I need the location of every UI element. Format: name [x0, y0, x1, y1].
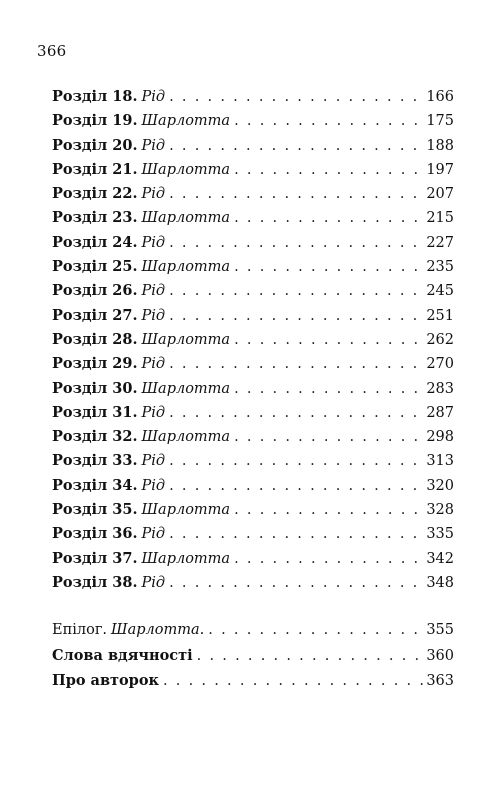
leader-dots [208, 622, 424, 638]
chapter-title: Шарлотта [141, 429, 231, 446]
toc-entry [52, 88, 454, 112]
leader-dots [169, 283, 424, 299]
leader-dots [169, 356, 424, 372]
leader-dots [234, 113, 424, 129]
toc-entry [52, 428, 454, 452]
chapter-title: Шарлотта [141, 259, 231, 276]
chapter-label: Розділ 33. [52, 452, 138, 470]
chapter-page: 335 [426, 526, 454, 543]
toc-entry [52, 404, 454, 428]
chapter-page: 188 [426, 137, 454, 154]
leader-dots [169, 405, 424, 421]
toc-entry [52, 209, 454, 233]
chapter-page: 328 [426, 502, 454, 519]
chapter-page: 166 [426, 89, 454, 105]
chapter-label: Розділ 29. [52, 355, 138, 373]
chapter-page: 245 [426, 283, 454, 300]
chapter-label: Розділ 25. [52, 258, 138, 276]
chapter-page: 283 [426, 380, 454, 397]
chapter-title: Шарлотта [141, 550, 231, 567]
chapter-page: 298 [426, 429, 454, 446]
toc-entry [52, 452, 454, 476]
chapter-label: Розділ 21. [52, 160, 138, 178]
toc-entry [52, 525, 454, 549]
chapter-label: Розділ 26. [52, 282, 138, 300]
toc-entry [52, 137, 454, 161]
chapter-label: Розділ 37. [52, 549, 138, 567]
chapter-label: Розділ 18. [52, 88, 138, 105]
toc-entry [52, 477, 454, 501]
back-matter [52, 622, 454, 697]
about-authors-label: Про авторок [52, 672, 159, 689]
leader-dots [234, 381, 424, 397]
chapter-title: Шарлотта [141, 161, 231, 178]
epilogue-title: Шарлотта. [111, 622, 205, 638]
leader-dots [234, 551, 424, 567]
chapter-label: Розділ 30. [52, 379, 138, 397]
chapter-page: 215 [426, 210, 454, 227]
epilogue-page: 355 [426, 622, 454, 638]
chapter-label: Розділ 20. [52, 136, 138, 154]
leader-dots [169, 89, 424, 105]
chapter-label: Розділ 27. [52, 306, 138, 324]
chapter-page: 197 [426, 161, 454, 178]
chapter-title: Рід [141, 453, 166, 470]
epilogue-label: Епілог. [52, 622, 108, 638]
chapter-page: 342 [426, 550, 454, 567]
chapter-page: 313 [426, 453, 454, 470]
chapter-title: Рід [141, 526, 166, 543]
leader-dots [234, 259, 424, 275]
chapter-title: Рід [141, 137, 166, 154]
chapter-page: 320 [426, 477, 454, 494]
leader-dots [197, 648, 425, 664]
chapter-title: Рід [141, 307, 166, 324]
chapter-page: 227 [426, 234, 454, 251]
toc-entry-acknowledgements [52, 647, 454, 672]
acknowledgements-label: Слова вдячності [52, 647, 193, 664]
chapter-title: Рід [141, 574, 166, 591]
chapter-title: Рід [141, 186, 166, 203]
toc-entry [52, 112, 454, 136]
chapter-title: Шарлотта [141, 331, 231, 348]
toc-entry [52, 501, 454, 525]
chapter-page: 235 [426, 259, 454, 276]
acknowledgements-page: 360 [426, 648, 454, 664]
chapter-title: Шарлотта [141, 210, 231, 227]
chapter-page: 251 [426, 307, 454, 324]
chapter-page: 287 [426, 404, 454, 421]
chapter-label: Розділ 38. [52, 573, 138, 591]
chapter-title: Рід [141, 89, 166, 105]
leader-dots [169, 308, 424, 324]
chapter-label: Розділ 35. [52, 501, 138, 519]
about-authors-page: 363 [426, 673, 454, 689]
chapter-title: Шарлотта [141, 380, 231, 397]
toc-entry [52, 380, 454, 404]
leader-dots [234, 162, 424, 178]
chapter-page: 348 [426, 574, 454, 591]
chapter-title: Рід [141, 283, 166, 300]
chapter-title: Рід [141, 234, 166, 251]
toc-entry [52, 161, 454, 185]
table-of-contents [52, 88, 454, 598]
chapter-label: Розділ 28. [52, 330, 138, 348]
leader-dots [234, 210, 424, 226]
chapter-page: 270 [426, 356, 454, 373]
toc-entry-about-authors [52, 672, 454, 697]
chapter-title: Шарлотта [141, 113, 231, 130]
leader-dots [169, 235, 424, 251]
chapter-title: Рід [141, 477, 166, 494]
leader-dots [163, 673, 424, 689]
chapter-page: 262 [426, 331, 454, 348]
chapter-title: Шарлотта [141, 502, 231, 519]
toc-entry [52, 355, 454, 379]
toc-entry [52, 307, 454, 331]
toc-entry [52, 258, 454, 282]
toc-entry [52, 574, 454, 598]
toc-entry-epilogue [52, 622, 454, 647]
chapter-label: Розділ 31. [52, 403, 138, 421]
toc-entry [52, 282, 454, 306]
toc-entry [52, 234, 454, 258]
chapter-label: Розділ 22. [52, 185, 138, 203]
leader-dots [169, 453, 424, 469]
leader-dots [234, 429, 424, 445]
chapter-title: Рід [141, 356, 166, 373]
chapter-page: 207 [426, 186, 454, 203]
leader-dots [169, 138, 424, 154]
leader-dots [234, 332, 424, 348]
chapter-label: Розділ 24. [52, 233, 138, 251]
leader-dots [169, 526, 424, 542]
toc-entry [52, 185, 454, 209]
chapter-label: Розділ 23. [52, 209, 138, 227]
page-number: 366 [37, 42, 67, 60]
chapter-label: Розділ 19. [52, 112, 138, 130]
chapter-label: Розділ 34. [52, 476, 138, 494]
leader-dots [169, 478, 424, 494]
toc-entry [52, 331, 454, 355]
leader-dots [169, 575, 424, 591]
chapter-label: Розділ 36. [52, 525, 138, 543]
chapter-page: 175 [426, 113, 454, 130]
leader-dots [169, 186, 424, 202]
toc-entry [52, 550, 454, 574]
chapter-title: Рід [141, 404, 166, 421]
chapter-label: Розділ 32. [52, 428, 138, 446]
leader-dots [234, 502, 424, 518]
